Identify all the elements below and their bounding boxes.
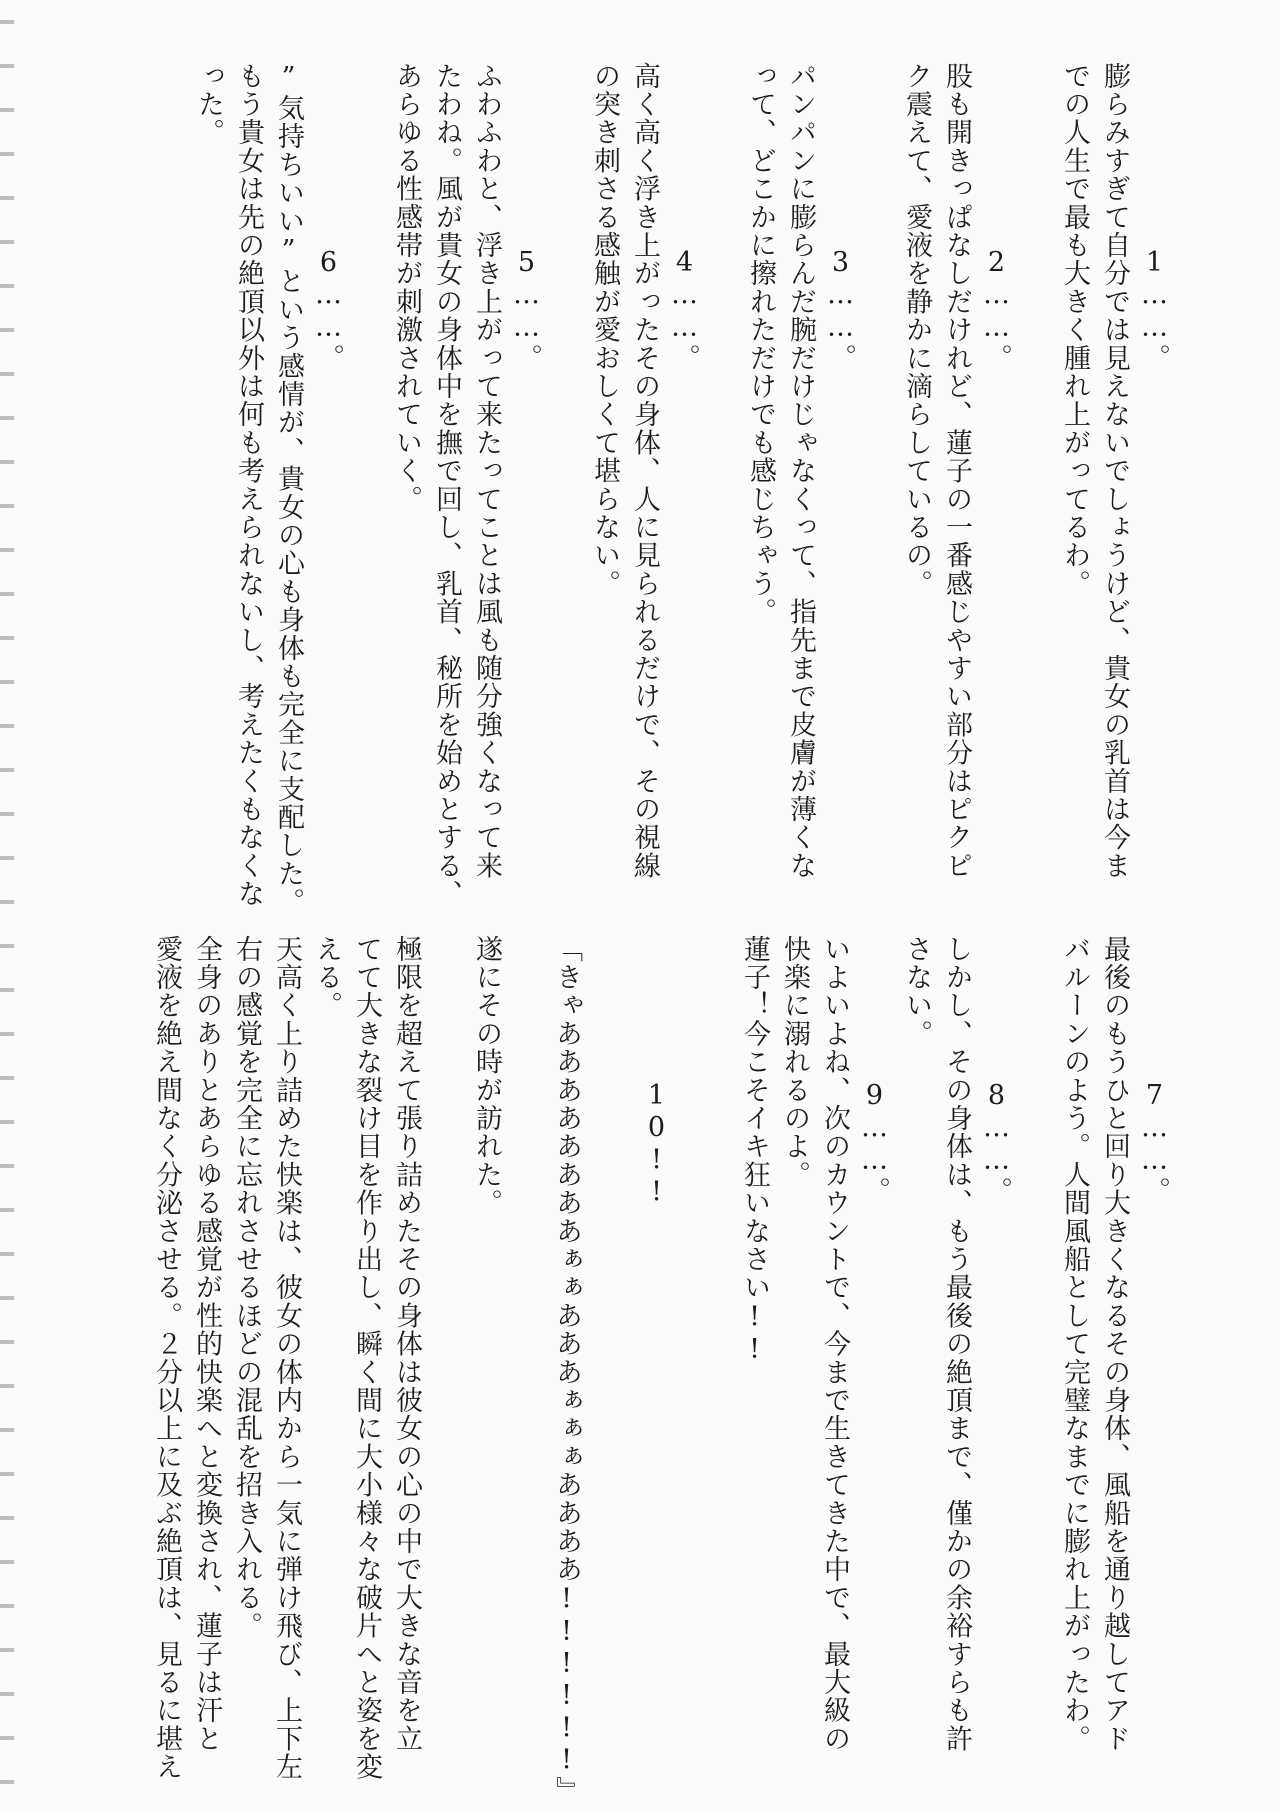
top-col-19: もう貴女は先の絶頂以外は何も考えられないし、考えたくもなくな	[233, 62, 264, 908]
bottom-col-3: バルーンのよう。人間風船として完璧なまでに膨れ上がったわ。	[1059, 935, 1090, 1753]
top-col-11: 高く高く浮き上がったその身体、人に見られるだけで、その視線	[629, 62, 660, 880]
top-col-13: 5……。	[511, 247, 542, 372]
bottom-col-17: 天高く上り詰めた快楽は、彼女の体内から一気に弾け飛び、上下左	[271, 935, 302, 1781]
top-col-9: って、どこかに擦れただけでも感じちゃう。	[745, 62, 776, 626]
bottom-col-8: いよいよね、次のカウントで、今まで生きてきた中で、最大級の	[819, 935, 850, 1753]
bottom-col-13: 遂にその時が訪れた。	[471, 935, 502, 1217]
top-col-20: った。	[193, 62, 224, 147]
top-col-4: 2……。	[981, 247, 1012, 372]
top-col-1: 1……。	[1139, 247, 1170, 372]
binding-edge	[0, 0, 14, 1812]
bottom-col-5: しかし、その身体は、もう最後の絶頂まで、僅かの余裕すらも許	[941, 935, 972, 1753]
bottom-col-14: 極限を超えて張り詰めたその身体は彼女の心の中で大きな音を立	[391, 935, 422, 1753]
top-col-16: あらゆる性感帯が刺激されていく。	[391, 62, 422, 514]
bottom-col-1: 7……。	[1139, 1080, 1170, 1205]
top-col-18: ”気持ちいい”という感情が、貴女の心も身体も完全に支配した。	[273, 62, 304, 916]
top-col-7: 3……。	[825, 247, 856, 372]
bottom-col-10: 蓮子！今こそイキ狂いなさい!!	[739, 935, 770, 1366]
bottom-col-19: 全身のありとあらゆる感覚が性的快楽へと変換され、蓮子は汗と	[191, 935, 222, 1753]
top-col-12: の突き刺さる感触が愛おしくて堪らない。	[589, 62, 620, 598]
top-col-2: 膨らみすぎて自分では見えないでしょうけど、貴女の乳首は今ま	[1099, 62, 1130, 880]
top-col-15: たわね。風が貴女の身体中を撫で回し、乳首、秘所を始めとする、	[431, 62, 462, 908]
top-col-17: 6……。	[313, 247, 344, 372]
bottom-col-12: 「きゃああああああああぁぁあああぁぁぁああああ!!!!!!』	[551, 935, 582, 1805]
bottom-col-16: える。	[311, 935, 342, 1020]
bottom-col-7: 9……。	[859, 1080, 890, 1205]
bottom-col-18: 右の感覚を完全に忘れさせるほどの混乱を招き入れる。	[231, 935, 262, 1640]
top-col-3: での人生で最も大きく腫れ上がってるわ。	[1059, 62, 1090, 598]
bottom-col-2: 最後のもうひと回り大きくなるその身体、風船を通り越してアド	[1099, 935, 1130, 1753]
bottom-col-15: てて大きな裂け目を作り出し、瞬く間に大小様々な破片へと姿を変	[351, 935, 382, 1782]
top-col-5: 股も開きっぱなしだけれど、蓮子の一番感じやすい部分はピクピ	[941, 62, 972, 880]
top-col-14: ふわふわと、浮き上がって来たってことは風も随分強くなって来	[471, 62, 502, 880]
bottom-col-6: さない。	[901, 935, 932, 1048]
top-col-8: パンパンに膨らんだ腕だけじゃなくって、指先まで皮膚が薄くな	[785, 62, 816, 880]
bottom-col-9: 快楽に溺れるのよ。	[779, 935, 810, 1189]
bottom-col-4: 8……。	[981, 1080, 1012, 1205]
bottom-col-20: 愛液を絶え間なく分泌させる。２分以上に及ぶ絶頂は、見るに堪え	[151, 935, 182, 1781]
bottom-col-11: 10!!	[641, 1080, 672, 1209]
top-col-6: ク震えて、愛液を静かに滴らしているの。	[901, 62, 932, 598]
top-col-10: 4……。	[669, 247, 700, 372]
